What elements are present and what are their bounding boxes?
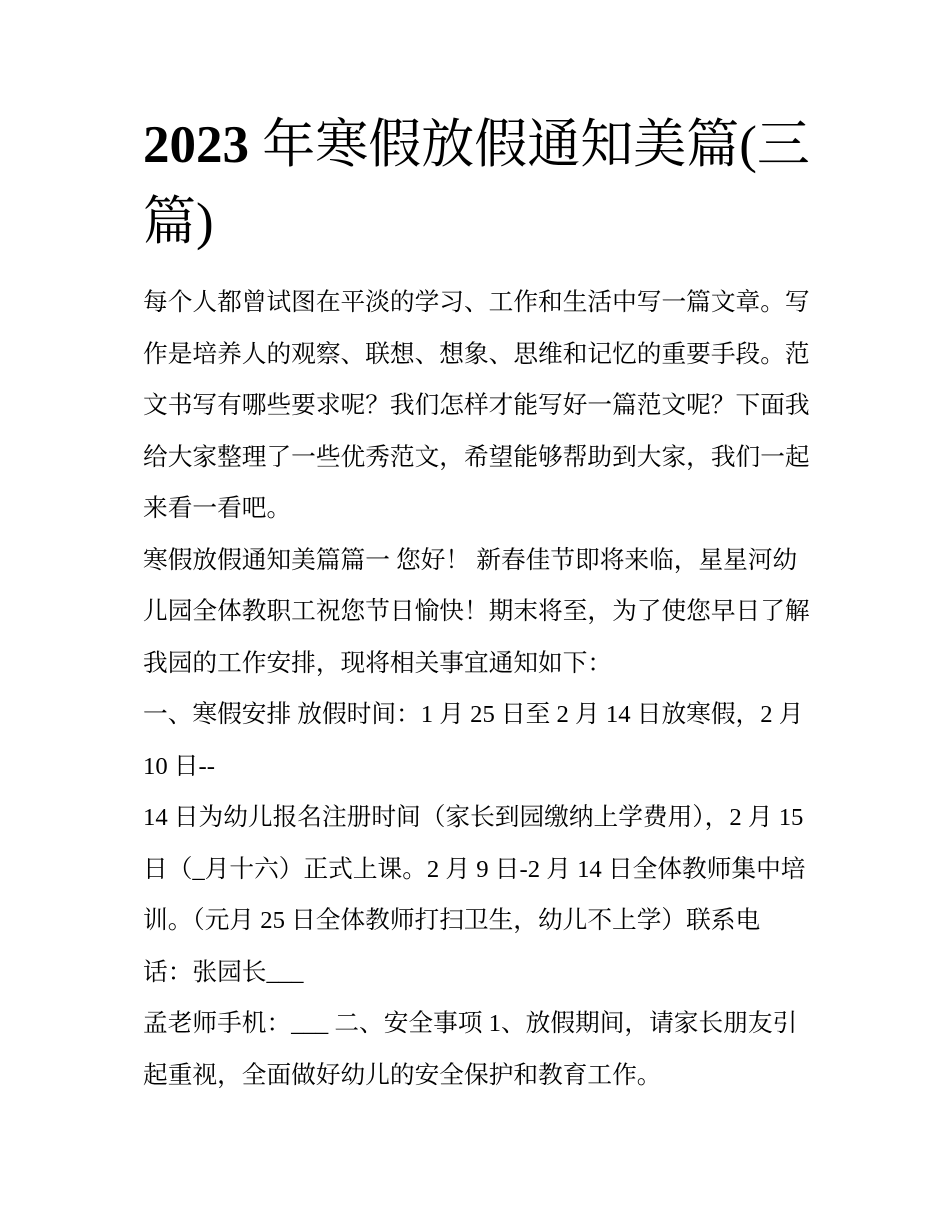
text-line: 我园的工作安排，现将相关事宜通知如下：: [143, 649, 613, 677]
text-line: 10 日--: [143, 752, 215, 780]
title-year-number: 2023: [143, 116, 249, 174]
text-line: 14 日为幼儿报名注册时间（家长到园缴纳上学费用），2 月 15: [143, 804, 804, 831]
text-line: 起重视，全面做好幼儿的安全保护和教育工作。: [143, 1061, 662, 1089]
title-line-1: [143, 107, 833, 184]
title-line-2: 篇): [143, 193, 214, 251]
text-line: 寒假放假通知美篇篇一 您好！ 新春佳节即将来临，星星河幼: [143, 546, 798, 574]
text-line: 给大家整理了一些优秀范文，希望能够帮助到大家，我们一起: [143, 443, 810, 471]
text-line: 话：张园长___: [143, 958, 304, 986]
text-line: 文书写有哪些要求呢？我们怎样才能写好一篇范文呢？下面我: [143, 392, 810, 419]
text-line: 一、寒假安排 放假时间：1 月 25 日至 2 月 14 日放寒假，2 月: [143, 701, 804, 728]
text-line: 儿园全体教职工祝您节日愉快！期末将至，为了使您早日了解: [143, 598, 810, 625]
text-line: 孟老师手机：___ 二、安全事项 1、放假期间，请家长朋友引: [143, 1010, 798, 1037]
document-title: [143, 107, 833, 261]
title-line-1-text: 年寒假放假通知美篇(三: [249, 116, 810, 174]
text-line: 日（_月十六）正式上课。2 月 9 日-2 月 14 日全体教师集中培: [143, 855, 806, 883]
text-line: 作是培养人的观察、联想、想象、思维和记忆的重要手段。范: [143, 340, 810, 368]
text-line: 每个人都曾试图在平淡的学习、工作和生活中写一篇文章。写: [143, 289, 810, 316]
document-body: [143, 277, 833, 1101]
text-line: 训。（元月 25 日全体教师打扫卫生，幼儿不上学）联系电: [143, 907, 761, 934]
text-line: 来看一看吧。: [143, 495, 292, 522]
